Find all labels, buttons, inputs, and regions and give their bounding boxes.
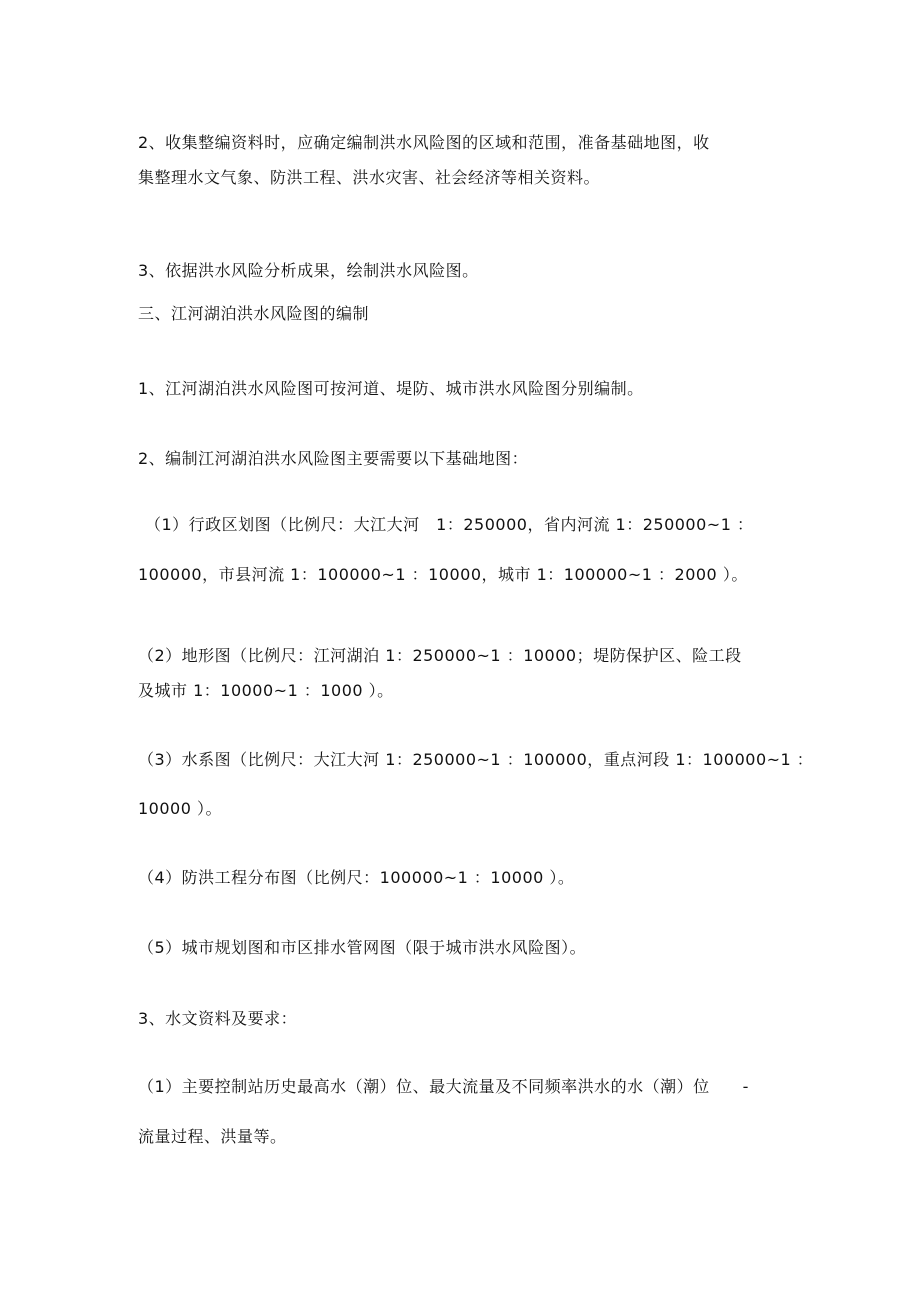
text-line: 1、江河湖泊洪水风险图可按河道、堤防、城市洪水风险图分别编制。 [138, 379, 644, 398]
text-line: （1）主要控制站历史最高水（潮）位、最大流量及不同频率洪水的水（潮）位 - [138, 1077, 749, 1096]
text-line: 2、收集整编资料时，应确定编制洪水风险图的区域和范围，准备基础地图，收 [138, 133, 710, 152]
text-line: 100000，市县河流 1：100000~1 ：10000，城市 1：100000~1 ：2000 ）。 [138, 565, 748, 584]
text-line: 及城市 1：10000~1 ：1000 ）。 [138, 681, 394, 700]
text-line: （3）水系图（比例尺：大江大河 1：250000~1 ：100000，重点河段 1：100000~1 ： [138, 750, 814, 769]
section-heading: 三、江河湖泊洪水风险图的编制 [138, 304, 370, 323]
text-line: 10000 ）。 [138, 799, 222, 818]
text-line: 2、编制江河湖泊洪水风险图主要需要以下基础地图： [138, 449, 529, 468]
text-line: 集整理水文气象、防洪工程、洪水灾害、社会经济等相关资料。 [138, 168, 601, 187]
text-line: （1）行政区划图（比例尺：大江大河 1：250000，省内河流 1：250000~1 ： [145, 515, 754, 534]
text-line: （5）城市规划图和市区排水管网图（限于城市洪水风险图）。 [138, 938, 587, 957]
text-line: （4）防洪工程分布图（比例尺：100000~1 ：10000 ）。 [138, 868, 575, 887]
text-line: 3、依据洪水风险分析成果，绘制洪水风险图。 [138, 261, 479, 280]
text-line: 3、水文资料及要求： [138, 1009, 298, 1028]
text-line: （2）地形图（比例尺：江河湖泊 1：250000~1 ：10000；堤防保护区、险工段 [138, 646, 742, 665]
text-line: 流量过程、洪量等。 [138, 1127, 287, 1146]
